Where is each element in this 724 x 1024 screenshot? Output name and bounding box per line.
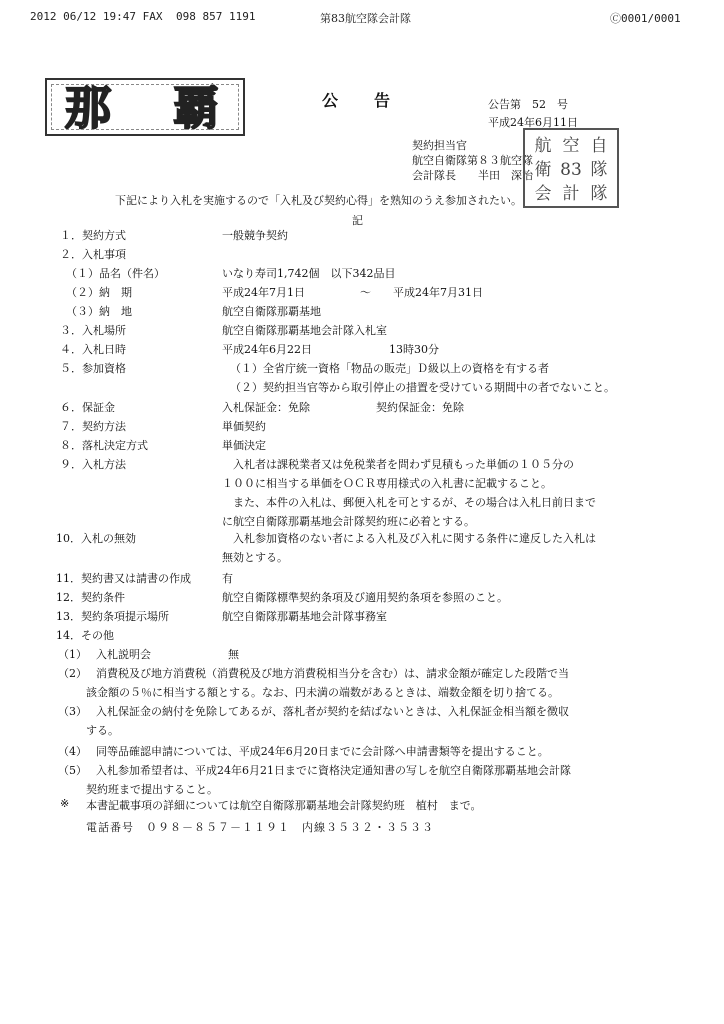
item-label: （２）納 期	[66, 286, 132, 299]
fax-sender: 第83航空隊会計隊	[320, 12, 411, 25]
naha-stamp	[45, 78, 281, 136]
ki-heading: 記	[352, 214, 363, 227]
item-value: 航空自衛隊那覇基地会計隊入札室	[222, 324, 387, 337]
item-label: ５．参加資格	[60, 362, 126, 375]
other-number: （3）	[58, 705, 87, 718]
item-value: 無効とする。	[222, 551, 288, 564]
other-text: 入札保証金の納付を免除してあるが、落札者が契約を結ばないときは、入札保証金相当額を徴収	[96, 705, 569, 718]
other-number: （2）	[58, 667, 87, 680]
item-value: （１）全省庁統一資格「物品の販売」Ｄ級以上の資格を有する者	[230, 362, 549, 375]
other-text: 契約班まで提出すること。	[86, 783, 218, 796]
item-value: 一般競争契約	[222, 229, 288, 242]
intro-text: 下記により入札を実施するので「入札及び契約心得」を熟知のうえ参加されたい。	[115, 194, 522, 207]
item-label: 13．契約条項提示場所	[56, 610, 169, 623]
page-title: 公告	[322, 91, 427, 110]
seal-char: 航	[534, 136, 552, 156]
note-text: 本書記載事項の詳細については航空自衛隊那覇基地会計隊契約班 植村 まで。	[86, 799, 482, 812]
item-value: 平成24年6月22日 13時30分	[222, 343, 439, 356]
item-label: ４．入札日時	[60, 343, 126, 356]
item-value: いなり寿司1,742個 以下342品目	[222, 267, 396, 280]
item-value: また、本件の入札は、郵便入札を可とするが、その場合は入札日前日まで	[222, 496, 596, 509]
item-label: 10．入札の無効	[56, 532, 136, 545]
notice-date: 平成24年6月11日	[488, 116, 578, 129]
seal-char: 隊	[590, 160, 608, 180]
item-value: 入札者は課税業者又は免税業者を問わず見積もった単価の１０５分の	[222, 458, 574, 471]
other-text: 同等品確認申請については、平成24年6月20日までに会計隊へ申請書類等を提出すること。	[96, 745, 549, 758]
item-label: ６．保証金	[60, 401, 115, 414]
item-label: 12．契約条件	[56, 591, 125, 604]
item-label: ３．入札場所	[60, 324, 126, 337]
other-text: する。	[86, 724, 119, 737]
fax-datetime: 2012 06/12 19:47 FAX	[30, 10, 163, 23]
seal-char: 衛	[534, 160, 552, 180]
issuer-name: 会計隊長 半田 深治	[412, 169, 533, 182]
other-text: 入札説明会 無	[96, 648, 239, 661]
phone-number: 電話番号 ０９８－８５７－１１９１ 内線３５３２・３５３３	[86, 821, 434, 834]
seal-char: 空	[562, 136, 580, 156]
issuer-title: 契約担当官	[412, 139, 467, 152]
other-text: 消費税及び地方消費税（消費税及び地方消費税相当分を含む）は、請求金額が確定した段階で当	[96, 667, 569, 680]
other-number: （5）	[58, 764, 87, 777]
other-text: 入札参加希望者は、平成24年6月21日までに資格決定通知書の写しを航空自衛隊那覇基地会計隊	[96, 764, 571, 777]
item-value: 航空自衛隊標準契約条項及び適用契約条項を参照のこと。	[222, 591, 508, 604]
item-label: １．契約方式	[60, 229, 126, 242]
item-label: 14．その他	[56, 629, 114, 642]
item-label: ２．入札事項	[60, 248, 126, 261]
item-value: 入札参加資格のない者による入札及び入札に関する条件に違反した入札は	[222, 532, 596, 545]
seal-char: 自	[590, 136, 608, 156]
notice-number: 公告第 52 号	[488, 98, 568, 111]
item-value: 入札保証金：免除 契約保証金：免除	[222, 401, 464, 414]
item-value: に航空自衛隊那覇基地会計隊契約班に必着とする。	[222, 515, 475, 528]
fax-number: 098 857 1191	[176, 10, 256, 23]
seal-char: 計	[562, 184, 580, 204]
seal-char: 会	[534, 184, 552, 204]
seal-char: 83	[560, 160, 582, 180]
item-label: ８．落札決定方式	[60, 439, 148, 452]
item-value: 有	[222, 572, 233, 585]
item-label: ９．入札方法	[60, 458, 126, 471]
item-value: 航空自衛隊那覇基地会計隊事務室	[222, 610, 387, 623]
other-number: （4）	[58, 745, 87, 758]
item-value: 航空自衛隊那覇基地	[222, 305, 321, 318]
other-number: （1）	[58, 648, 87, 661]
naha-stamp-text: 那覇	[65, 81, 281, 135]
item-value: 単価決定	[222, 439, 266, 452]
item-label: （１）品名（件名）	[66, 267, 165, 280]
seal-char: 隊	[590, 184, 608, 204]
fax-page: 🄫0001/0001	[610, 12, 681, 25]
issuer-org: 航空自衛隊第８３航空隊	[412, 154, 533, 167]
item-label: ７．契約方法	[60, 420, 126, 433]
note-mark: ※	[60, 797, 70, 810]
item-value: 平成24年7月1日 ～ 平成24年7月31日	[222, 286, 483, 299]
official-seal	[523, 128, 619, 208]
item-value: １００に相当する単価をＯＣＲ専用様式の入札書に記載すること。	[222, 477, 552, 490]
other-text: 該金額の５％に相当する額とする。なお、円未満の端数があるときは、端数金額を切り捨てる。	[86, 686, 559, 699]
item-value: （２）契約担当官等から取引停止の措置を受けている期間中の者でないこと。	[230, 381, 615, 394]
item-label: 11．契約書又は請書の作成	[56, 572, 191, 585]
item-label: （３）納 地	[66, 305, 132, 318]
item-value: 単価契約	[222, 420, 266, 433]
